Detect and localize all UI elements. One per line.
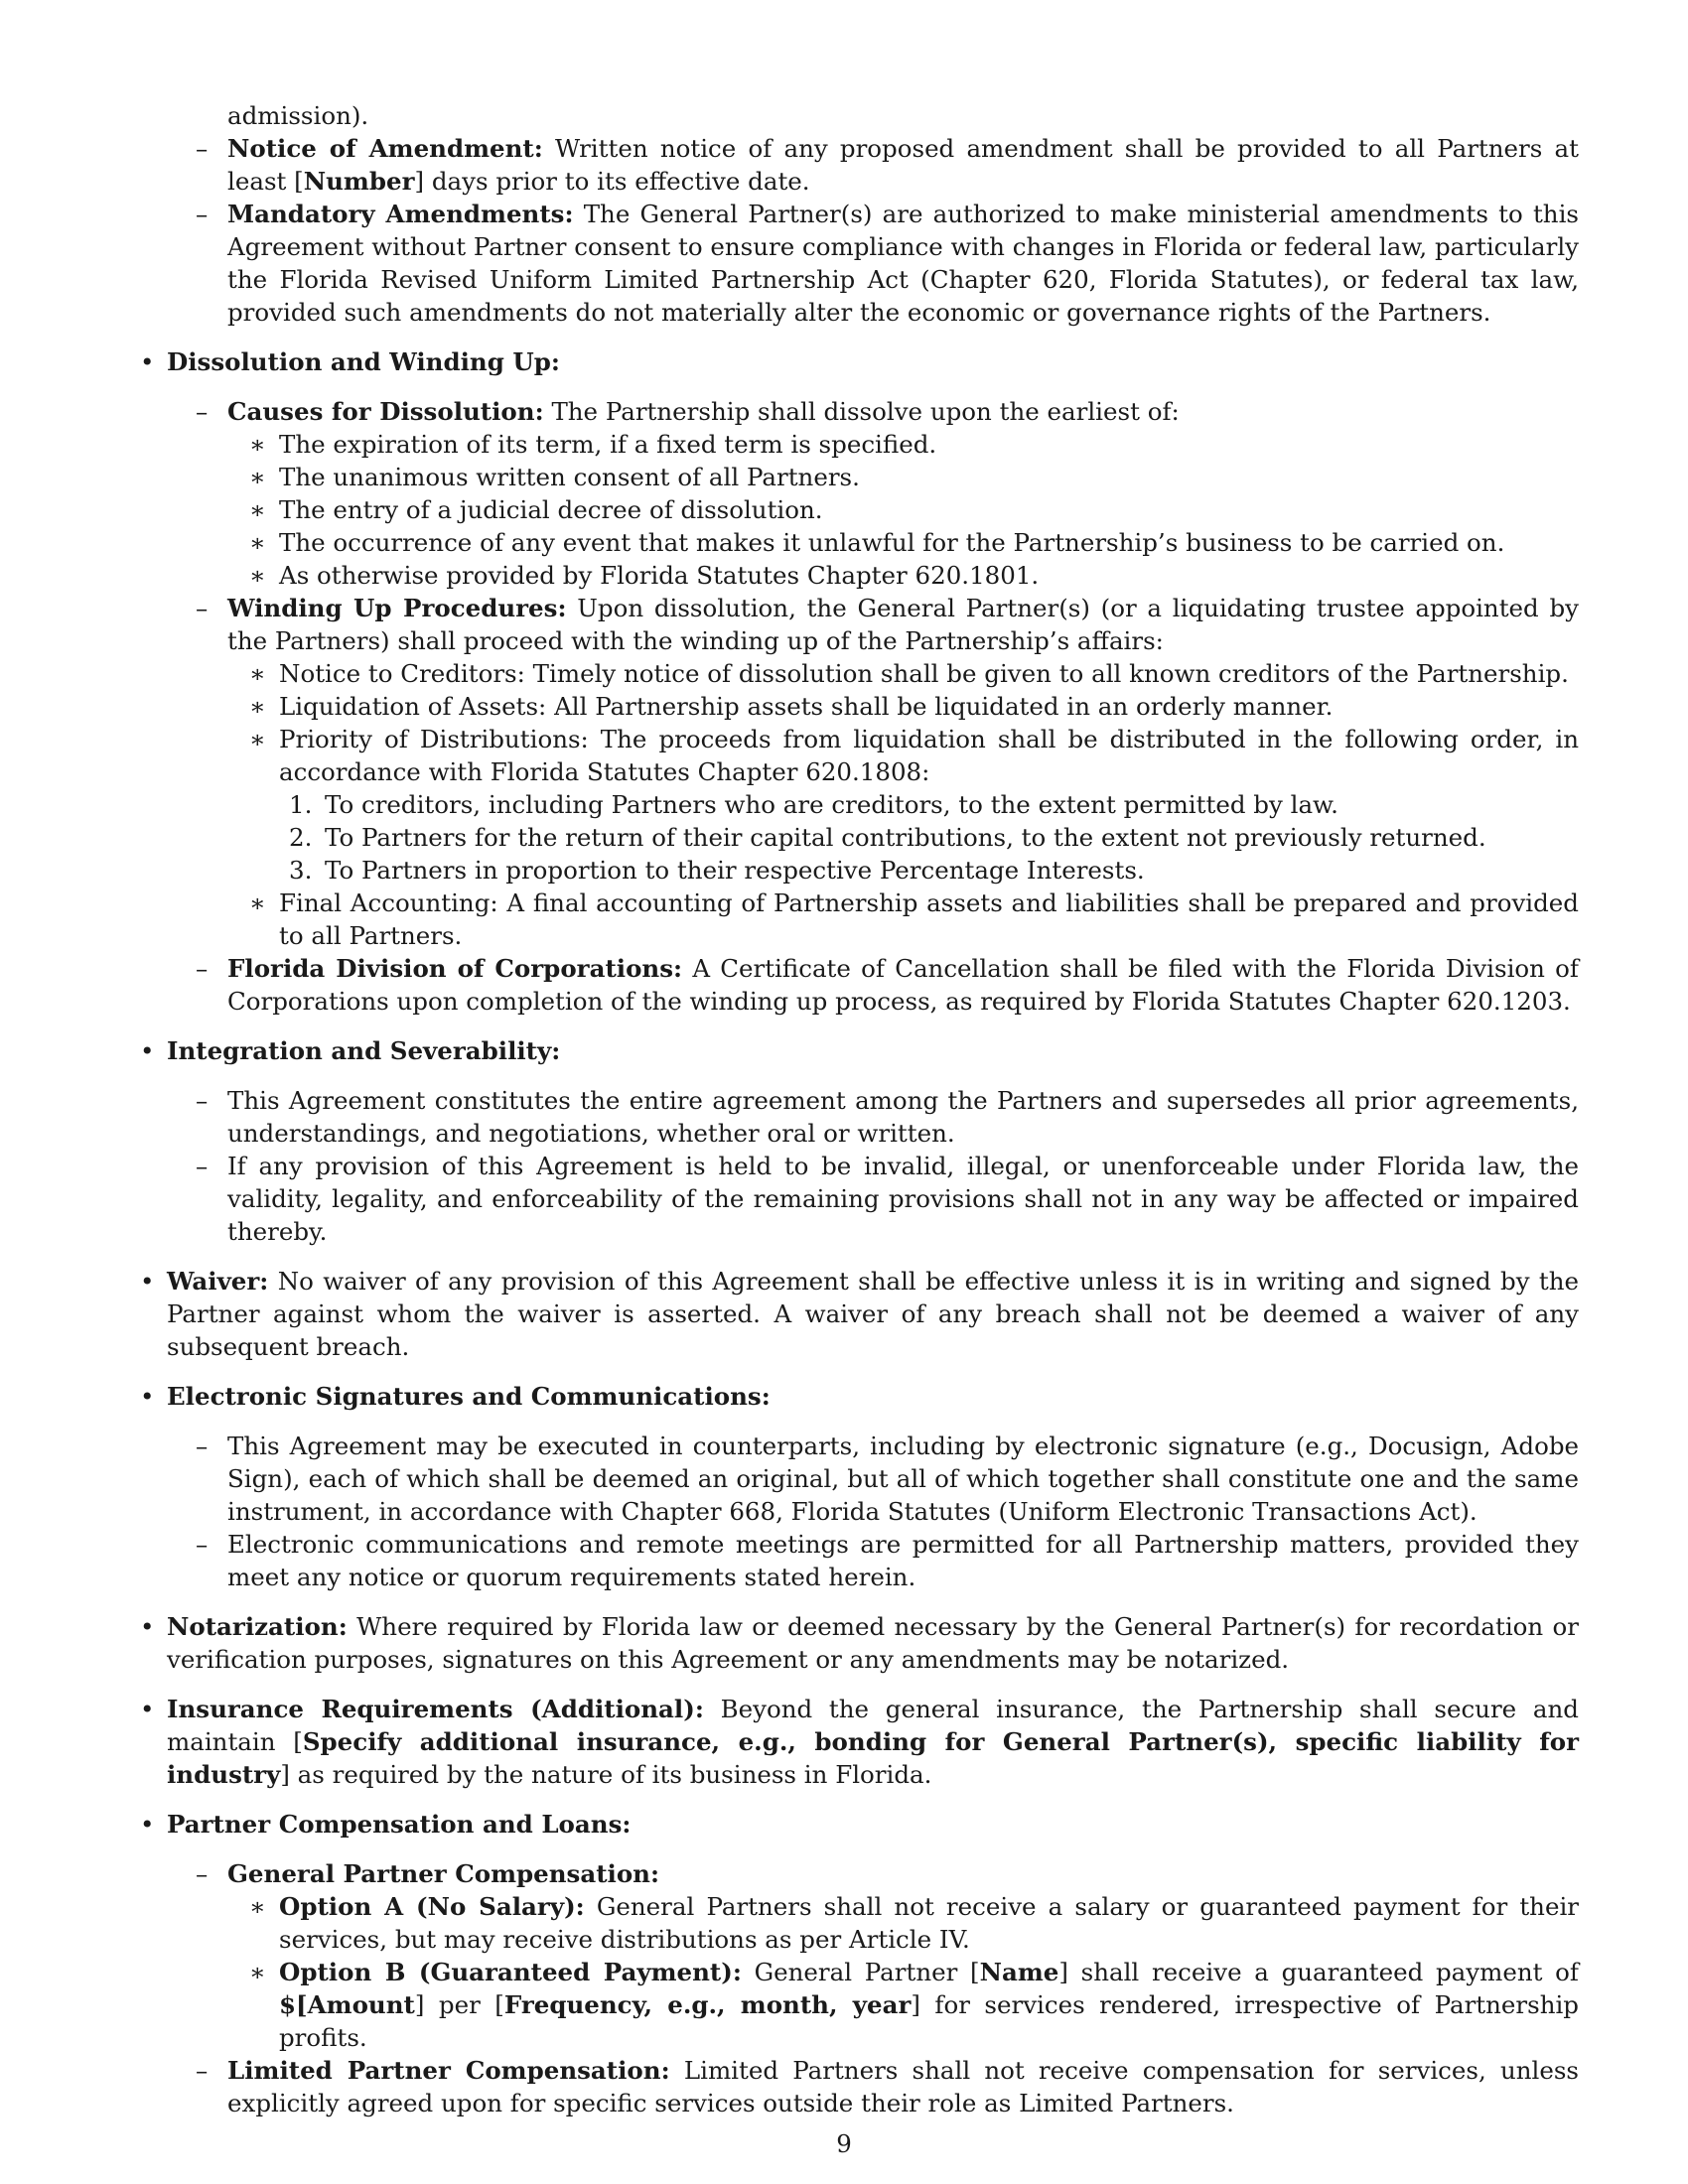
florida-division-text: A Certificate of Cancellation shall be filed with the Florida Division of Corporations upon completion of the winding up process, as required by Florida Statutes Chapter 620.1203.	[227, 954, 1580, 1016]
dash-marker: –	[196, 594, 209, 622]
cause-text: The expiration of its term, if a fixed term is specified.	[279, 430, 937, 459]
star-marker: ∗	[249, 1892, 266, 1921]
limited-partner-compensation-label: Limited Partner Compensation:	[227, 2056, 670, 2085]
priority-list-text: To Partners in proportion to their respective Percentage Interests.	[325, 856, 1145, 885]
winding-up-step	[249, 657, 1579, 690]
priority-list-text: To Partners for the return of their capital contributions, to the extent not previously returned.	[325, 823, 1486, 852]
dash-marker: –	[196, 2056, 209, 2085]
causes-for-dissolution-text: The Partnership shall dissolve upon the earliest of:	[551, 397, 1180, 426]
dash-marker: –	[196, 397, 209, 426]
bullet-marker: •	[140, 1612, 155, 1641]
option-a-item	[249, 1890, 1579, 1956]
notice-of-amendment-text: Written notice of any proposed amendment shall be provided to all Partners at least [	[227, 134, 1579, 196]
winding-up-label: Winding Up Procedures:	[227, 594, 567, 622]
priority-of-distributions-text: Priority of Distributions: The proceeds from liquidation shall be distributed in the following order, in accordance with Florida Statutes Chapter 620.1808:	[279, 725, 1579, 786]
waiver-text: No waiver of any provision of this Agreement shall be effective unless it is in writing and signed by the Partner against whom the waiver is asserted. A waiver of any breach shall not be deemed a waiver of any subsequent breach.	[167, 1267, 1579, 1361]
severability-text: If any provision of this Agreement is held to be invalid, illegal, or unenforceable under Florida law, the validity, legality, and enforceability of the remaining provisions shall not in any way be affected or impaired thereby.	[227, 1152, 1579, 1246]
notice-of-amendment-item	[196, 132, 1579, 198]
winding-up-text: Upon dissolution, the General Partner(s) (or a liquidating trustee appointed by the Partners) shall proceed with the winding up of the Partnership’s affairs:	[227, 594, 1579, 655]
electronic-communications-text: Electronic communications and remote meetings are permitted for all Partnership matters, provided they meet any notice or quorum requirements stated herein.	[227, 1530, 1579, 1591]
option-b-text-3: ] per [	[414, 1990, 504, 2019]
star-marker: ∗	[249, 561, 266, 590]
limited-partner-compensation-item	[196, 2054, 1579, 2119]
winding-up-item	[196, 592, 1579, 657]
star-marker: ∗	[249, 692, 266, 721]
option-a-label: Option A (No Salary):	[279, 1892, 585, 1921]
dissolution-heading-text: Dissolution and Winding Up:	[167, 347, 560, 376]
dash-marker: –	[196, 1530, 209, 1559]
priority-list-item	[289, 854, 1579, 887]
placeholder-amount: $[Amount	[279, 1990, 415, 2019]
integration-heading	[140, 1034, 1579, 1067]
severability-item	[196, 1150, 1579, 1248]
notice-to-creditors-text: Notice to Creditors: Timely notice of dissolution shall be given to all known creditors of the Partnership.	[279, 659, 1569, 688]
notarization-label: Notarization:	[167, 1612, 348, 1641]
star-marker: ∗	[249, 1958, 266, 1986]
cause-item	[249, 493, 1579, 526]
star-marker: ∗	[249, 888, 266, 917]
waiver-label: Waiver:	[167, 1267, 269, 1296]
insurance-label: Insurance Requirements (Additional):	[167, 1695, 704, 1723]
mandatory-amendments-label: Mandatory Amendments:	[227, 200, 574, 228]
page-content	[0, 99, 1688, 2119]
dash-marker: –	[196, 1432, 209, 1460]
florida-division-label: Florida Division of Corporations:	[227, 954, 683, 983]
integration-item	[196, 1084, 1579, 1150]
option-b-text-2: ] shall receive a guaranteed payment of	[1058, 1958, 1579, 1986]
dash-marker: –	[196, 1859, 209, 1888]
bullet-marker: •	[140, 1810, 155, 1839]
cause-item	[249, 461, 1579, 493]
bullet-marker: •	[140, 1267, 155, 1296]
electronic-heading-text: Electronic Signatures and Communications:	[167, 1382, 771, 1411]
electronic-communications-item	[196, 1528, 1579, 1593]
electronic-heading	[140, 1380, 1579, 1413]
cause-text: As otherwise provided by Florida Statutes Chapter 620.1801.	[279, 561, 1040, 590]
general-partner-compensation-label: General Partner Compensation:	[227, 1859, 660, 1888]
mandatory-amendments-item	[196, 198, 1579, 329]
list-number: 3.	[289, 856, 313, 885]
placeholder-insurance: Specify additional insurance, e.g., bonding for General Partner(s), specific liability for industry	[167, 1727, 1579, 1789]
placeholder-number: Number	[303, 167, 415, 196]
bullet-marker: •	[140, 1695, 155, 1723]
star-marker: ∗	[249, 463, 266, 491]
dash-marker: –	[196, 1152, 209, 1180]
dash-marker: –	[196, 200, 209, 228]
bullet-marker: •	[140, 347, 155, 376]
cause-text: The entry of a judicial decree of dissolution.	[279, 495, 823, 524]
causes-for-dissolution-item	[196, 395, 1579, 428]
option-b-text-4: ] for services rendered, irrespective of Partnership profits.	[279, 1990, 1579, 2052]
dissolution-heading	[140, 345, 1579, 378]
integration-text: This Agreement constitutes the entire agreement among the Partners and supersedes all prior agreements, understandings, and negotiations, whether oral or written.	[227, 1086, 1579, 1148]
cause-text: The unanimous written consent of all Partners.	[279, 463, 860, 491]
final-accounting-text: Final Accounting: A final accounting of Partnership assets and liabilities shall be prepared and provided to all Partners.	[279, 888, 1579, 950]
bullet-marker: •	[140, 1382, 155, 1411]
compensation-heading-text: Partner Compensation and Loans:	[167, 1810, 632, 1839]
notarization-text: Where required by Florida law or deemed necessary by the General Partner(s) for recordation or verification purposes, signatures on this Agreement or any amendments may be notarized.	[167, 1612, 1580, 1674]
dash-marker: –	[196, 954, 209, 983]
causes-for-dissolution-label: Causes for Dissolution:	[227, 397, 544, 426]
star-marker: ∗	[249, 430, 266, 459]
option-b-label: Option B (Guaranteed Payment):	[279, 1958, 742, 1986]
notice-of-amendment-text-end: ] days prior to its effective date.	[414, 167, 810, 196]
limited-partner-compensation-text: Limited Partners shall not receive compensation for services, unless explicitly agreed upon for specific services outside their role as Limited Partners.	[227, 2056, 1579, 2117]
page-number: 9	[836, 2129, 852, 2158]
winding-up-step	[249, 723, 1579, 788]
cause-item	[249, 559, 1579, 592]
list-number: 1.	[289, 790, 313, 819]
dash-marker: –	[196, 1086, 209, 1115]
liquidation-of-assets-text: Liquidation of Assets: All Partnership assets shall be liquidated in an orderly manner.	[279, 692, 1334, 721]
option-b-item	[249, 1956, 1579, 2054]
florida-division-item	[196, 952, 1580, 1018]
mandatory-amendments-text: The General Partner(s) are authorized to make ministerial amendments to this Agreement without Partner consent to ensure compliance with changes in Florida or federal law, particularly the Florida Revised Uniform Limited Partnership Act (Chapter 620, Florida Statutes), or federal tax law, provided such amendments do not materially alter the economic or governance rights of the Partners.	[227, 200, 1579, 327]
amendment-tail-text: admission).	[227, 101, 369, 130]
cause-text: The occurrence of any event that makes it unlawful for the Partnership’s business to be carried on.	[279, 528, 1505, 557]
priority-list-item	[289, 821, 1579, 854]
notice-of-amendment-label: Notice of Amendment:	[227, 134, 543, 163]
compensation-heading	[140, 1808, 1579, 1841]
amendment-tail	[227, 99, 1579, 132]
star-marker: ∗	[249, 495, 266, 524]
placeholder-name: Name	[979, 1958, 1059, 1986]
option-b-text: General Partner [	[754, 1958, 980, 1986]
dash-marker: –	[196, 134, 209, 163]
option-a-text: General Partners shall not receive a salary or guaranteed payment for their services, but may receive distributions as per Article IV.	[279, 1892, 1579, 1954]
electronic-signatures-item	[196, 1430, 1579, 1528]
integration-heading-text: Integration and Severability:	[167, 1036, 561, 1065]
electronic-signatures-text: This Agreement may be executed in counterparts, including by electronic signature (e.g., Docusign, Adobe Sign), each of which shall be deemed an original, but all of which together shall constitute one and the same instrument, in accordance with Chapter 668, Florida Statutes (Uniform Electronic Transactions Act).	[227, 1432, 1579, 1526]
insurance-text-end: ] as required by the nature of its business in Florida.	[280, 1760, 932, 1789]
priority-list-text: To creditors, including Partners who are creditors, to the extent permitted by law.	[325, 790, 1338, 819]
winding-up-step	[249, 887, 1579, 952]
general-partner-compensation-item	[196, 1857, 1579, 1890]
placeholder-frequency: Frequency, e.g., month, year	[503, 1990, 912, 2019]
winding-up-step	[249, 690, 1579, 723]
priority-list-item	[289, 788, 1579, 821]
insurance-item	[140, 1693, 1579, 1791]
star-marker: ∗	[249, 528, 266, 557]
star-marker: ∗	[249, 725, 266, 753]
bullet-marker: •	[140, 1036, 155, 1065]
notarization-item	[140, 1610, 1580, 1676]
waiver-item	[140, 1265, 1579, 1363]
cause-item	[249, 526, 1579, 559]
star-marker: ∗	[249, 659, 266, 688]
list-number: 2.	[289, 823, 313, 852]
insurance-text: Beyond the general insurance, the Partnership shall secure and maintain [	[167, 1695, 1579, 1756]
cause-item	[249, 428, 1579, 461]
